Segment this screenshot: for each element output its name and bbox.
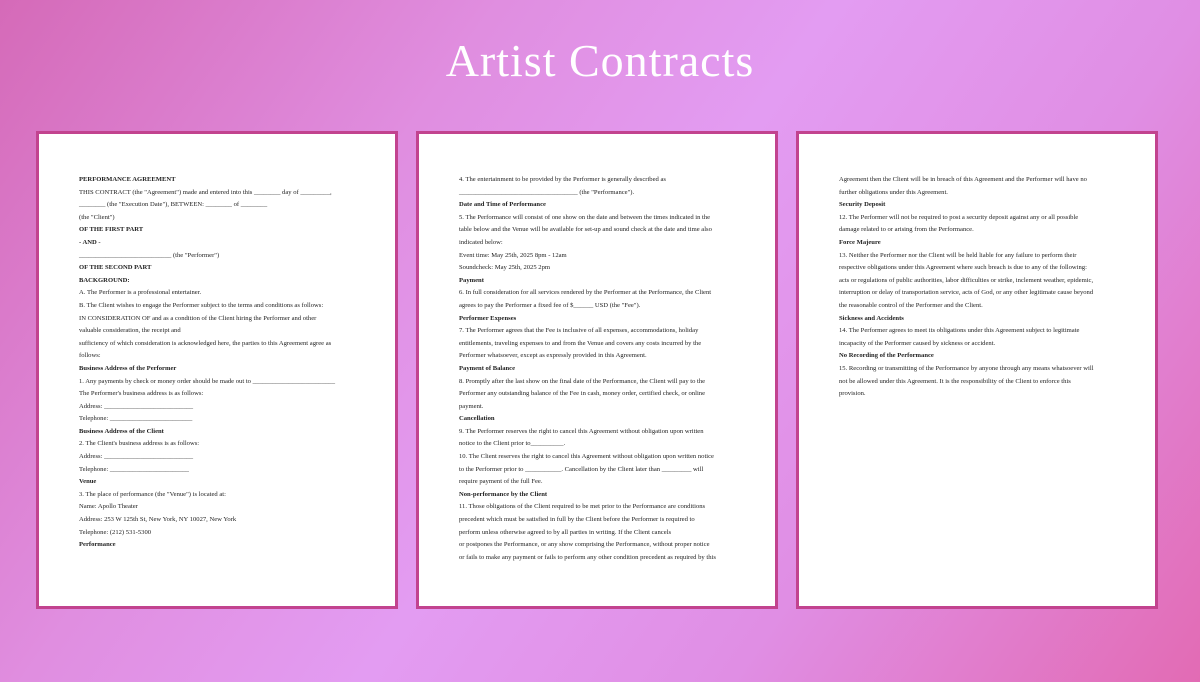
- text-line: B. The Client wishes to engage the Performer subject to the terms and conditions as follows:: [79, 301, 324, 309]
- section-heading: Non-performance by the Client: [459, 490, 548, 498]
- section-heading: Business Address of the Client: [79, 427, 164, 435]
- text-line: provision.: [839, 390, 866, 398]
- text-line: Address: 253 W 125th St, New York, NY 10027, New York: [79, 516, 237, 524]
- text-line: or fails to make any payment or fails to perform any other condition precedent as required by this: [459, 553, 716, 561]
- page-content: [459, 174, 737, 564]
- section-heading: Performer Expenses: [459, 314, 517, 322]
- text-line: entitlements, traveling expenses to and from the Venue and covers any costs incurred by the: [459, 339, 702, 347]
- text-line: 10. The Client reserves the right to cancel this Agreement without obligation upon written notice: [459, 453, 714, 461]
- page-title: Artist Contracts: [445, 35, 755, 86]
- text-line: Performer any outstanding balance of the Fee in cash, money order, certified check, or online: [459, 390, 705, 398]
- contract-page-1: [36, 131, 398, 609]
- text-line: damage related to or arising from the Performance.: [839, 226, 974, 234]
- text-line: Agreement then the Client will be in breach of this Agreement and the Performer will have no: [839, 176, 1087, 183]
- text-line: 15. Recording or transmitting of the Performance by anyone through any means whatsoever will: [839, 364, 1094, 372]
- section-heading: Security Deposit: [839, 201, 886, 209]
- page-content: [839, 174, 1117, 401]
- text-line: 1. Any payments by check or money order should be made out to _________________________: [79, 377, 336, 385]
- section-heading: Force Majeure: [839, 238, 881, 246]
- text-line: Event time: May 25th, 2025 8pm - 12am: [459, 251, 567, 259]
- text-line: A. The Performer is a professional entertainer.: [79, 289, 202, 297]
- section-heading: Venue: [79, 478, 97, 486]
- text-line: require payment of the full Fee.: [459, 478, 543, 486]
- text-line: payment.: [459, 402, 484, 410]
- text-line: 7. The Performer agrees that the Fee is inclusive of all expenses, accommodations, holiday: [459, 327, 699, 335]
- text-line: Soundcheck: May 25th, 2025 2pm: [459, 264, 551, 272]
- section-heading: Business Address of the Performer: [79, 364, 177, 372]
- text-line: 9. The Performer reserves the right to cancel this Agreement without obligation upon written: [459, 427, 704, 435]
- text-line: 12. The Performer will not be required to post a security deposit against any or all possible: [839, 213, 1079, 221]
- text-line: 4. The entertainment to be provided by the Performer is generally described as: [459, 176, 666, 183]
- text-line: THIS CONTRACT (the "Agreement") made and entered into this ________ day of _________,: [79, 188, 332, 196]
- section-heading: BACKGROUND:: [79, 276, 130, 284]
- section-heading: Payment: [459, 276, 484, 284]
- text-line: The Performer's business address is as follows:: [79, 390, 204, 398]
- section-heading: - AND -: [79, 238, 101, 246]
- text-line: valuable consideration, the receipt and: [79, 327, 181, 335]
- text-line: the reasonable control of the Performer and the Client.: [839, 301, 983, 309]
- text-line: ____________________________________ (the "Performance").: [459, 188, 635, 196]
- section-heading: PERFORMANCE AGREEMENT: [79, 176, 176, 183]
- text-line: ________ (the "Execution Date"), BETWEEN: ________ of ________: [79, 201, 268, 209]
- text-line: ____________________________ (the "Performer"): [79, 251, 220, 259]
- text-line: Performer whatsoever, except as expressly provided in this Agreement.: [459, 352, 647, 360]
- text-line: Address: ___________________________: [79, 453, 194, 461]
- contract-page-3: [796, 131, 1158, 609]
- text-line: Telephone: (212) 531-5300: [79, 528, 152, 536]
- section-heading: Sickness and Accidents: [839, 314, 904, 322]
- section-heading: No Recording of the Performance: [839, 352, 934, 360]
- section-heading: OF THE SECOND PART: [79, 264, 152, 272]
- text-line: further obligations under this Agreement.: [839, 188, 948, 196]
- text-line: indicated below:: [459, 238, 503, 246]
- text-line: 13. Neither the Performer nor the Client will be held liable for any failure to perform their: [839, 251, 1077, 259]
- text-line: Telephone: ________________________: [79, 465, 189, 473]
- text-line: 2. The Client's business address is as follows:: [79, 440, 200, 448]
- contract-page-2: [416, 131, 778, 609]
- text-line: to the Performer prior to ___________. Cancellation by the Client later than _________ will: [459, 465, 704, 473]
- section-heading: Payment of Balance: [459, 364, 516, 372]
- text-line: 8. Promptly after the last show on the final date of the Performance, the Client will pay to the: [459, 377, 706, 385]
- text-line: notice to the Client prior to__________.: [459, 440, 566, 448]
- text-line: sufficiency of which consideration is acknowledged here, the parties to this Agreement agree as: [79, 339, 332, 347]
- text-line: respective obligations under this Agreement where such breach is due to any of the following:: [839, 264, 1087, 272]
- text-line: perform unless otherwise agreed to by all parties in writing. If the Client cancels: [459, 528, 672, 536]
- text-line: agrees to pay the Performer a fixed fee of $______ USD (the "Fee").: [459, 301, 641, 309]
- text-line: 11. Those obligations of the Client required to be met prior to the Performance are conditions: [459, 503, 706, 511]
- text-line: interruption or delay of transportation service, acts of God, or any other legitimate cause beyond: [839, 289, 1094, 297]
- section-heading: Performance: [79, 541, 116, 549]
- text-line: follows:: [79, 352, 101, 360]
- text-line: Name: Apollo Theater: [79, 503, 138, 511]
- page-content: [79, 174, 357, 552]
- text-line: not be allowed under this Agreement. It is the responsibility of the Client to enforce this: [839, 377, 1071, 385]
- text-line: incapacity of the Performer caused by sickness or accident.: [839, 339, 996, 347]
- text-line: precedent which must be satisfied in full by the Client before the Performer is required to: [459, 516, 695, 524]
- section-heading: OF THE FIRST PART: [79, 226, 144, 234]
- text-line: 14. The Performer agrees to meet its obligations under this Agreement subject to legitimate: [839, 327, 1080, 335]
- text-line: acts or regulations of public authorities, labor difficulties or strike, inclement weather, epidemic,: [839, 276, 1094, 284]
- text-line: IN CONSIDERATION OF and as a condition of the Client hiring the Performer and other: [79, 314, 317, 322]
- section-heading: Date and Time of Performance: [459, 201, 546, 209]
- text-line: 3. The place of performance (the "Venue") is located at:: [79, 490, 226, 498]
- text-line: 5. The Performance will consist of one show on the date and between the times indicated in the: [459, 213, 711, 221]
- text-line: Address: ___________________________: [79, 402, 194, 410]
- text-line: (the "Client"): [79, 213, 115, 221]
- text-line: or postpones the Performance, or any show comprising the Performance, without proper notice: [459, 541, 710, 549]
- text-line: 6. In full consideration for all services rendered by the Performer at the Performance, the Client: [459, 289, 712, 297]
- text-line: Telephone: _________________________: [79, 415, 193, 423]
- section-heading: Cancellation: [459, 415, 495, 423]
- text-line: table below and the Venue will be available for set-up and sound check at the date and time also: [459, 226, 712, 234]
